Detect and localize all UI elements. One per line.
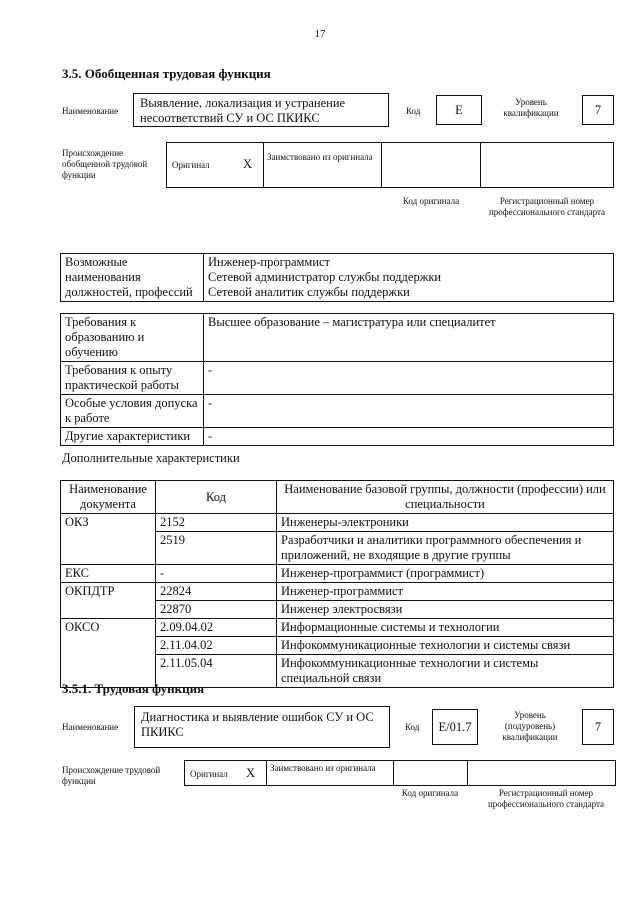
table-row bbox=[61, 601, 614, 619]
row-name: Инфокоммуникационные технологии и системы связи bbox=[277, 637, 614, 655]
function-code-original-caption: Код оригинала bbox=[401, 788, 459, 798]
position-item: Инженер-программист bbox=[208, 255, 331, 269]
level-label: Уровень квалификации bbox=[503, 97, 559, 118]
table-row bbox=[61, 619, 614, 637]
table-row bbox=[61, 532, 614, 565]
row-code: 2519 bbox=[156, 532, 277, 565]
req-value: - bbox=[204, 395, 614, 428]
table-row bbox=[61, 565, 614, 583]
header-document: Наименование документа bbox=[61, 481, 156, 514]
additional-title: Дополнительные характеристики bbox=[62, 451, 240, 465]
section-title: 3.5. Обобщенная трудовая функция bbox=[62, 66, 271, 81]
table-row bbox=[61, 583, 614, 601]
row-code: - bbox=[156, 565, 277, 583]
row-code: 2.09.04.02 bbox=[156, 619, 277, 637]
row-code: 2152 bbox=[156, 514, 277, 532]
row-name: Инженеры-электроники bbox=[277, 514, 614, 532]
code-original-caption: Код оригинала bbox=[402, 196, 460, 206]
row-code: 22870 bbox=[156, 601, 277, 619]
positions-table bbox=[60, 253, 614, 302]
table-row bbox=[61, 637, 614, 655]
row-doc: ОКПДТР bbox=[61, 583, 156, 601]
position-item: Сетевой администратор службы поддержки bbox=[208, 270, 442, 284]
function-borrowed-label: Заимствовано из оригинала bbox=[270, 763, 376, 773]
row-doc bbox=[61, 637, 156, 655]
borrowed-label: Заимствовано из оригинала bbox=[267, 152, 373, 162]
page-number: 17 bbox=[314, 28, 326, 40]
function-name-label: Наименование bbox=[62, 722, 119, 732]
function-level-label: Уровень (подуровень) квалификации bbox=[502, 710, 558, 742]
origin-label: Происхождение обобщенной трудовой функции bbox=[62, 148, 148, 180]
function-code-value: E/01.7 bbox=[432, 709, 478, 745]
row-name: Разработчики и аналитики программного обеспечения и приложений, не входящие в другие группы bbox=[277, 532, 614, 565]
function-level-value: 7 bbox=[582, 709, 614, 745]
name-value: Выявление, локализация и устранение несоответствий СУ и ОС ПКИКС bbox=[133, 93, 389, 127]
requirements-table bbox=[60, 313, 614, 446]
req-label: Другие характеристики bbox=[61, 428, 204, 446]
row-doc: ОКСО bbox=[61, 619, 156, 637]
positions-label: Возможные наименования должностей, профессий bbox=[61, 254, 204, 302]
reg-number-caption: Регистрационный номер профессионального стандарта bbox=[488, 196, 606, 217]
header-code: Код bbox=[156, 481, 277, 514]
origin-row bbox=[166, 142, 614, 188]
row-name: Инфокоммуникационные технологии и системы специальной связи bbox=[277, 655, 614, 688]
function-reg-number-caption: Регистрационный номер профессионального стандарта bbox=[487, 788, 605, 809]
function-origin-label: Происхождение трудовой функции bbox=[62, 765, 161, 786]
req-value: - bbox=[204, 362, 614, 395]
position-item: Сетевой аналитик службы поддержки bbox=[208, 285, 410, 299]
row-code: 2.11.05.04 bbox=[156, 655, 277, 688]
req-label: Особые условия допуска к работе bbox=[61, 395, 204, 428]
req-label: Требования к образованию и обучению bbox=[61, 314, 204, 362]
additional-table bbox=[60, 480, 614, 688]
original-mark: X bbox=[243, 157, 253, 171]
header-name: Наименование базовой группы, должности (профессии) или специальности bbox=[277, 481, 614, 514]
code-label: Код bbox=[406, 106, 421, 116]
code-value: E bbox=[436, 95, 482, 125]
function-original-label: Оригинал bbox=[190, 769, 228, 779]
function-title: 3.5.1. Трудовая функция bbox=[62, 681, 205, 696]
req-value: - bbox=[204, 428, 614, 446]
req-label: Требования к опыту практической работы bbox=[61, 362, 204, 395]
req-value: Высшее образование – магистратура или специалитет bbox=[204, 314, 614, 362]
function-name-value: Диагностика и выявление ошибок СУ и ОС ПКИКС bbox=[134, 706, 390, 748]
level-value: 7 bbox=[582, 95, 614, 125]
row-doc: ОКЗ bbox=[61, 514, 156, 532]
row-code: 22824 bbox=[156, 583, 277, 601]
row-name: Информационные системы и технологии bbox=[277, 619, 614, 637]
table-row bbox=[61, 514, 614, 532]
function-original-mark: X bbox=[246, 766, 256, 780]
function-code-label: Код bbox=[405, 722, 420, 732]
row-name: Инженер электросвязи bbox=[277, 601, 614, 619]
row-doc bbox=[61, 601, 156, 619]
row-name: Инженер-программист (программист) bbox=[277, 565, 614, 583]
row-name: Инженер-программист bbox=[277, 583, 614, 601]
original-label: Оригинал bbox=[172, 160, 210, 170]
row-doc bbox=[61, 532, 156, 565]
row-code: 2.11.04.02 bbox=[156, 637, 277, 655]
row-doc: ЕКС bbox=[61, 565, 156, 583]
positions-list bbox=[204, 254, 614, 302]
name-label: Наименование bbox=[62, 106, 119, 116]
